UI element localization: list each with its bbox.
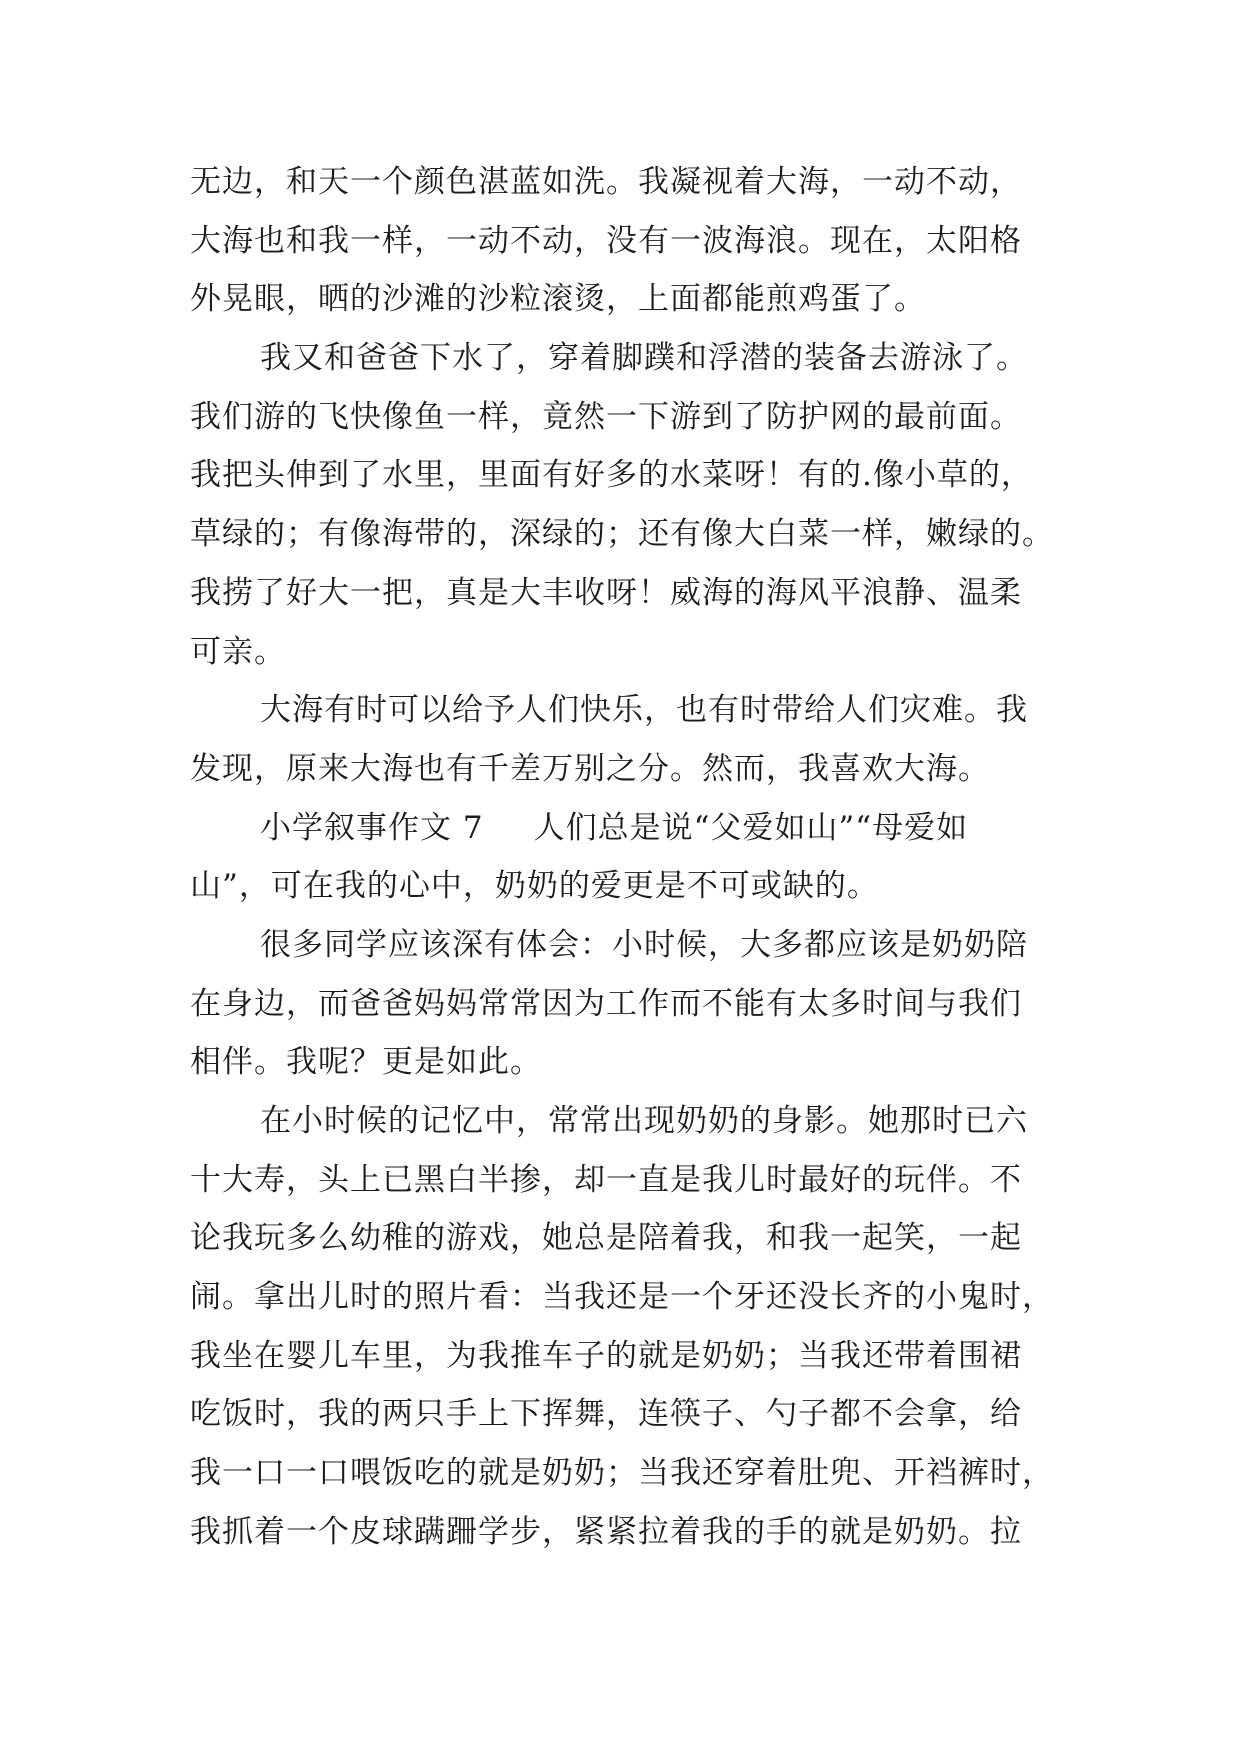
text-line: 发现，原来大海也有千差万别之分。然而，我喜欢大海。 [190,750,990,787]
text-line: 山”，可在我的心中，奶奶的爱更是不可或缺的。 [190,868,879,905]
text-line: 我坐在婴儿车里，为我推车子的就是奶奶；当我还带着围裙 [190,1337,1022,1374]
text-line: 我们游的飞快像鱼一样，竟然一下游到了防护网的最前面。 [190,398,1022,435]
text-line: 我又和爸爸下水了，穿着脚蹼和浮潜的装备去游泳了。 [260,340,1028,377]
text-line: 相伴。我呢？更是如此。 [190,1044,542,1081]
text-line: 我抓着一个皮球蹒跚学步，紧紧拉着我的手的就是奶奶。拉 [190,1513,1022,1550]
text-line: 论我玩多么幼稚的游戏，她总是陪着我，和我一起笑，一起 [190,1220,1022,1257]
text-line: 在身边，而爸爸妈妈常常因为工作而不能有太多时间与我们 [190,985,1022,1022]
document-page [190,162,1065,1571]
text-line: 大海有时可以给予人们快乐，也有时带给人们灾难。我 [260,692,1028,729]
text-line: 十大寿，头上已黑白半掺，却一直是我儿时最好的玩伴。不 [190,1161,1022,1198]
text-line: 吃饭时，我的两只手上下挥舞，连筷子、勺子都不会拿，给 [190,1396,1022,1433]
text-line: 无边，和天一个颜色湛蓝如洗。我凝视着大海，一动不动， [190,164,1022,200]
text-line: 外晃眼，晒的沙滩的沙粒滚烫，上面都能煎鸡蛋了。 [190,281,926,318]
text-line: 在小时候的记忆中，常常出现奶奶的身影。她那时已六 [260,1103,1028,1139]
text-line: 很多同学应该深有体会：小时候，大多都应该是奶奶陪 [260,926,1028,963]
text-line: 可亲。 [190,633,286,670]
section-heading: 小学叙事作文 7 [260,809,484,846]
text-line: 草绿的；有像海带的，深绿的；还有像大白菜一样，嫩绿的。 [190,516,1054,553]
text-line: 大海也和我一样，一动不动，没有一波海浪。现在，太阳格 [190,222,1022,259]
text-line: 闹。拿出儿时的照片看：当我还是一个牙还没长齐的小鬼时， [190,1279,1054,1316]
section-first-text: 人们总是说“父爱如山”“母爱如 [533,809,969,846]
text-line: 我一口一口喂饭吃的就是奶奶；当我还穿着肚兜、开裆裤时， [190,1455,1054,1492]
text-line [190,808,1065,867]
text-line: 我把头伸到了水里，里面有好多的水菜呀！有的.像小草的， [190,457,1033,494]
text-line: 我捞了好大一把，真是大丰收呀！威海的海风平浪静、温柔 [190,574,1022,611]
